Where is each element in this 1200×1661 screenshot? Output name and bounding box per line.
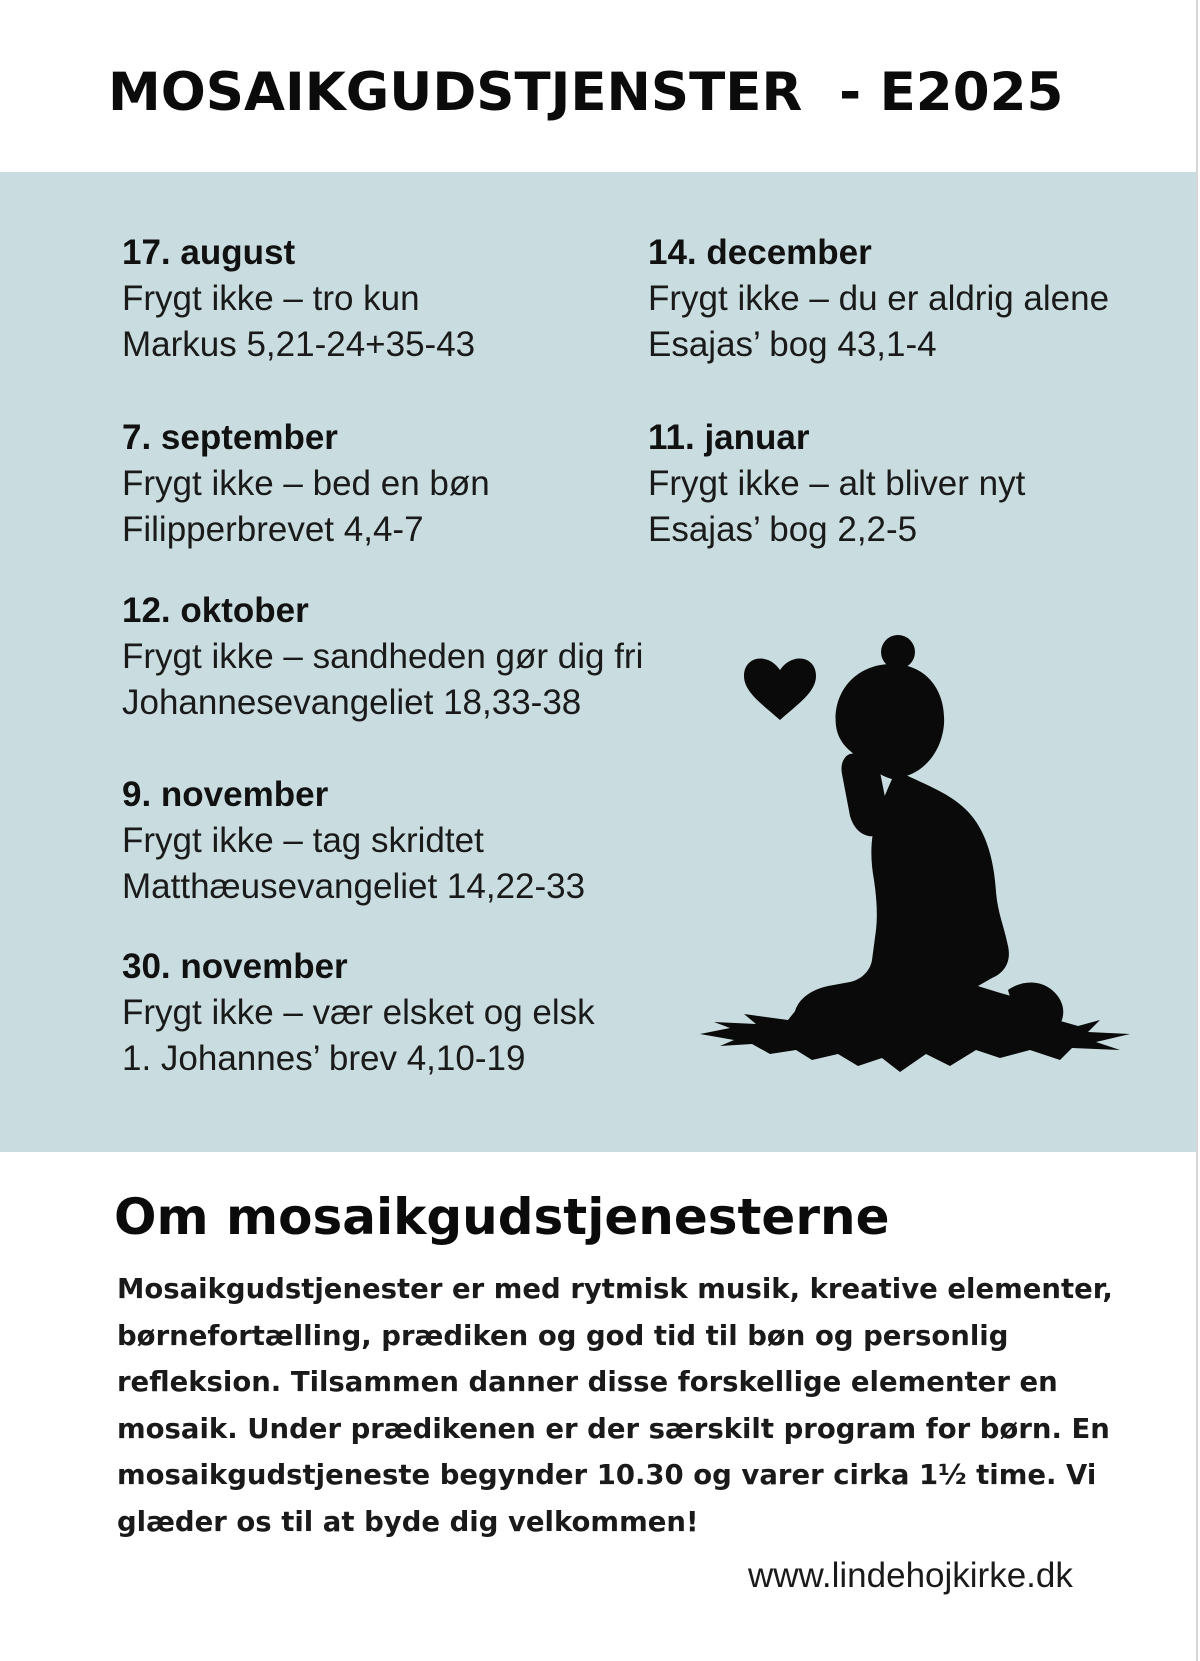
service-date: 12. oktober xyxy=(122,591,309,630)
service-reference: Matthæusevangeliet 14,22-33 xyxy=(122,867,586,906)
page-edge-line xyxy=(1196,0,1198,1661)
about-heading: Om mosaikgudstjenesterne xyxy=(114,1188,890,1246)
service-reference: Esajas’ bog 2,2-5 xyxy=(648,510,918,549)
service-date: 9. november xyxy=(122,775,329,814)
about-body: Mosaikgudstjenester er med rytmisk musik, kreative elementer, børnefortælling, prædiken og god tid til bøn og personlig refleksion. Tilsammen danner disse forskellige elementer en mosaik. Under prædikenen er der særskilt program for børn. En mosaikgudstjeneste begynder 10.30 og varer cirka 1½ time. Vi glæder os til at byde dig velkommen! xyxy=(117,1273,1113,1538)
service-date: 17. august xyxy=(122,233,296,272)
service-reference: Esajas’ bog 43,1-4 xyxy=(648,325,937,364)
page-title: MOSAIKGUDSTJENSTER - E2025 xyxy=(108,62,1064,123)
service-theme: Frygt ikke – alt bliver nyt xyxy=(648,464,1026,503)
website-url: www.lindehojkirke.dk xyxy=(748,1556,1073,1595)
service-reference: Johannesevangeliet 18,33-38 xyxy=(122,683,582,722)
service-theme: Frygt ikke – vær elsket og elsk xyxy=(122,993,595,1032)
service-entry xyxy=(648,415,1025,553)
service-theme: Frygt ikke – tag skridtet xyxy=(122,821,484,860)
service-reference: Filipperbrevet 4,4-7 xyxy=(122,510,424,549)
service-entry xyxy=(648,230,1109,368)
service-entry xyxy=(122,944,595,1082)
praying-child-with-heart-icon xyxy=(700,630,1150,1090)
service-date: 7. september xyxy=(122,418,338,457)
heart-icon xyxy=(744,659,816,720)
service-entry xyxy=(122,230,475,368)
service-date: 30. november xyxy=(122,947,348,986)
service-theme: Frygt ikke – tro kun xyxy=(122,279,420,318)
service-entry xyxy=(122,588,643,726)
service-reference: Markus 5,21-24+35-43 xyxy=(122,325,476,364)
service-date: 14. december xyxy=(648,233,872,272)
service-theme: Frygt ikke – du er aldrig alene xyxy=(648,279,1110,318)
service-date: 11. januar xyxy=(648,418,810,457)
service-theme: Frygt ikke – bed en bøn xyxy=(122,464,490,503)
service-entry xyxy=(122,772,585,910)
service-reference: 1. Johannes’ brev 4,10-19 xyxy=(122,1039,526,1078)
service-entry xyxy=(122,415,490,553)
service-theme: Frygt ikke – sandheden gør dig fri xyxy=(122,637,644,676)
